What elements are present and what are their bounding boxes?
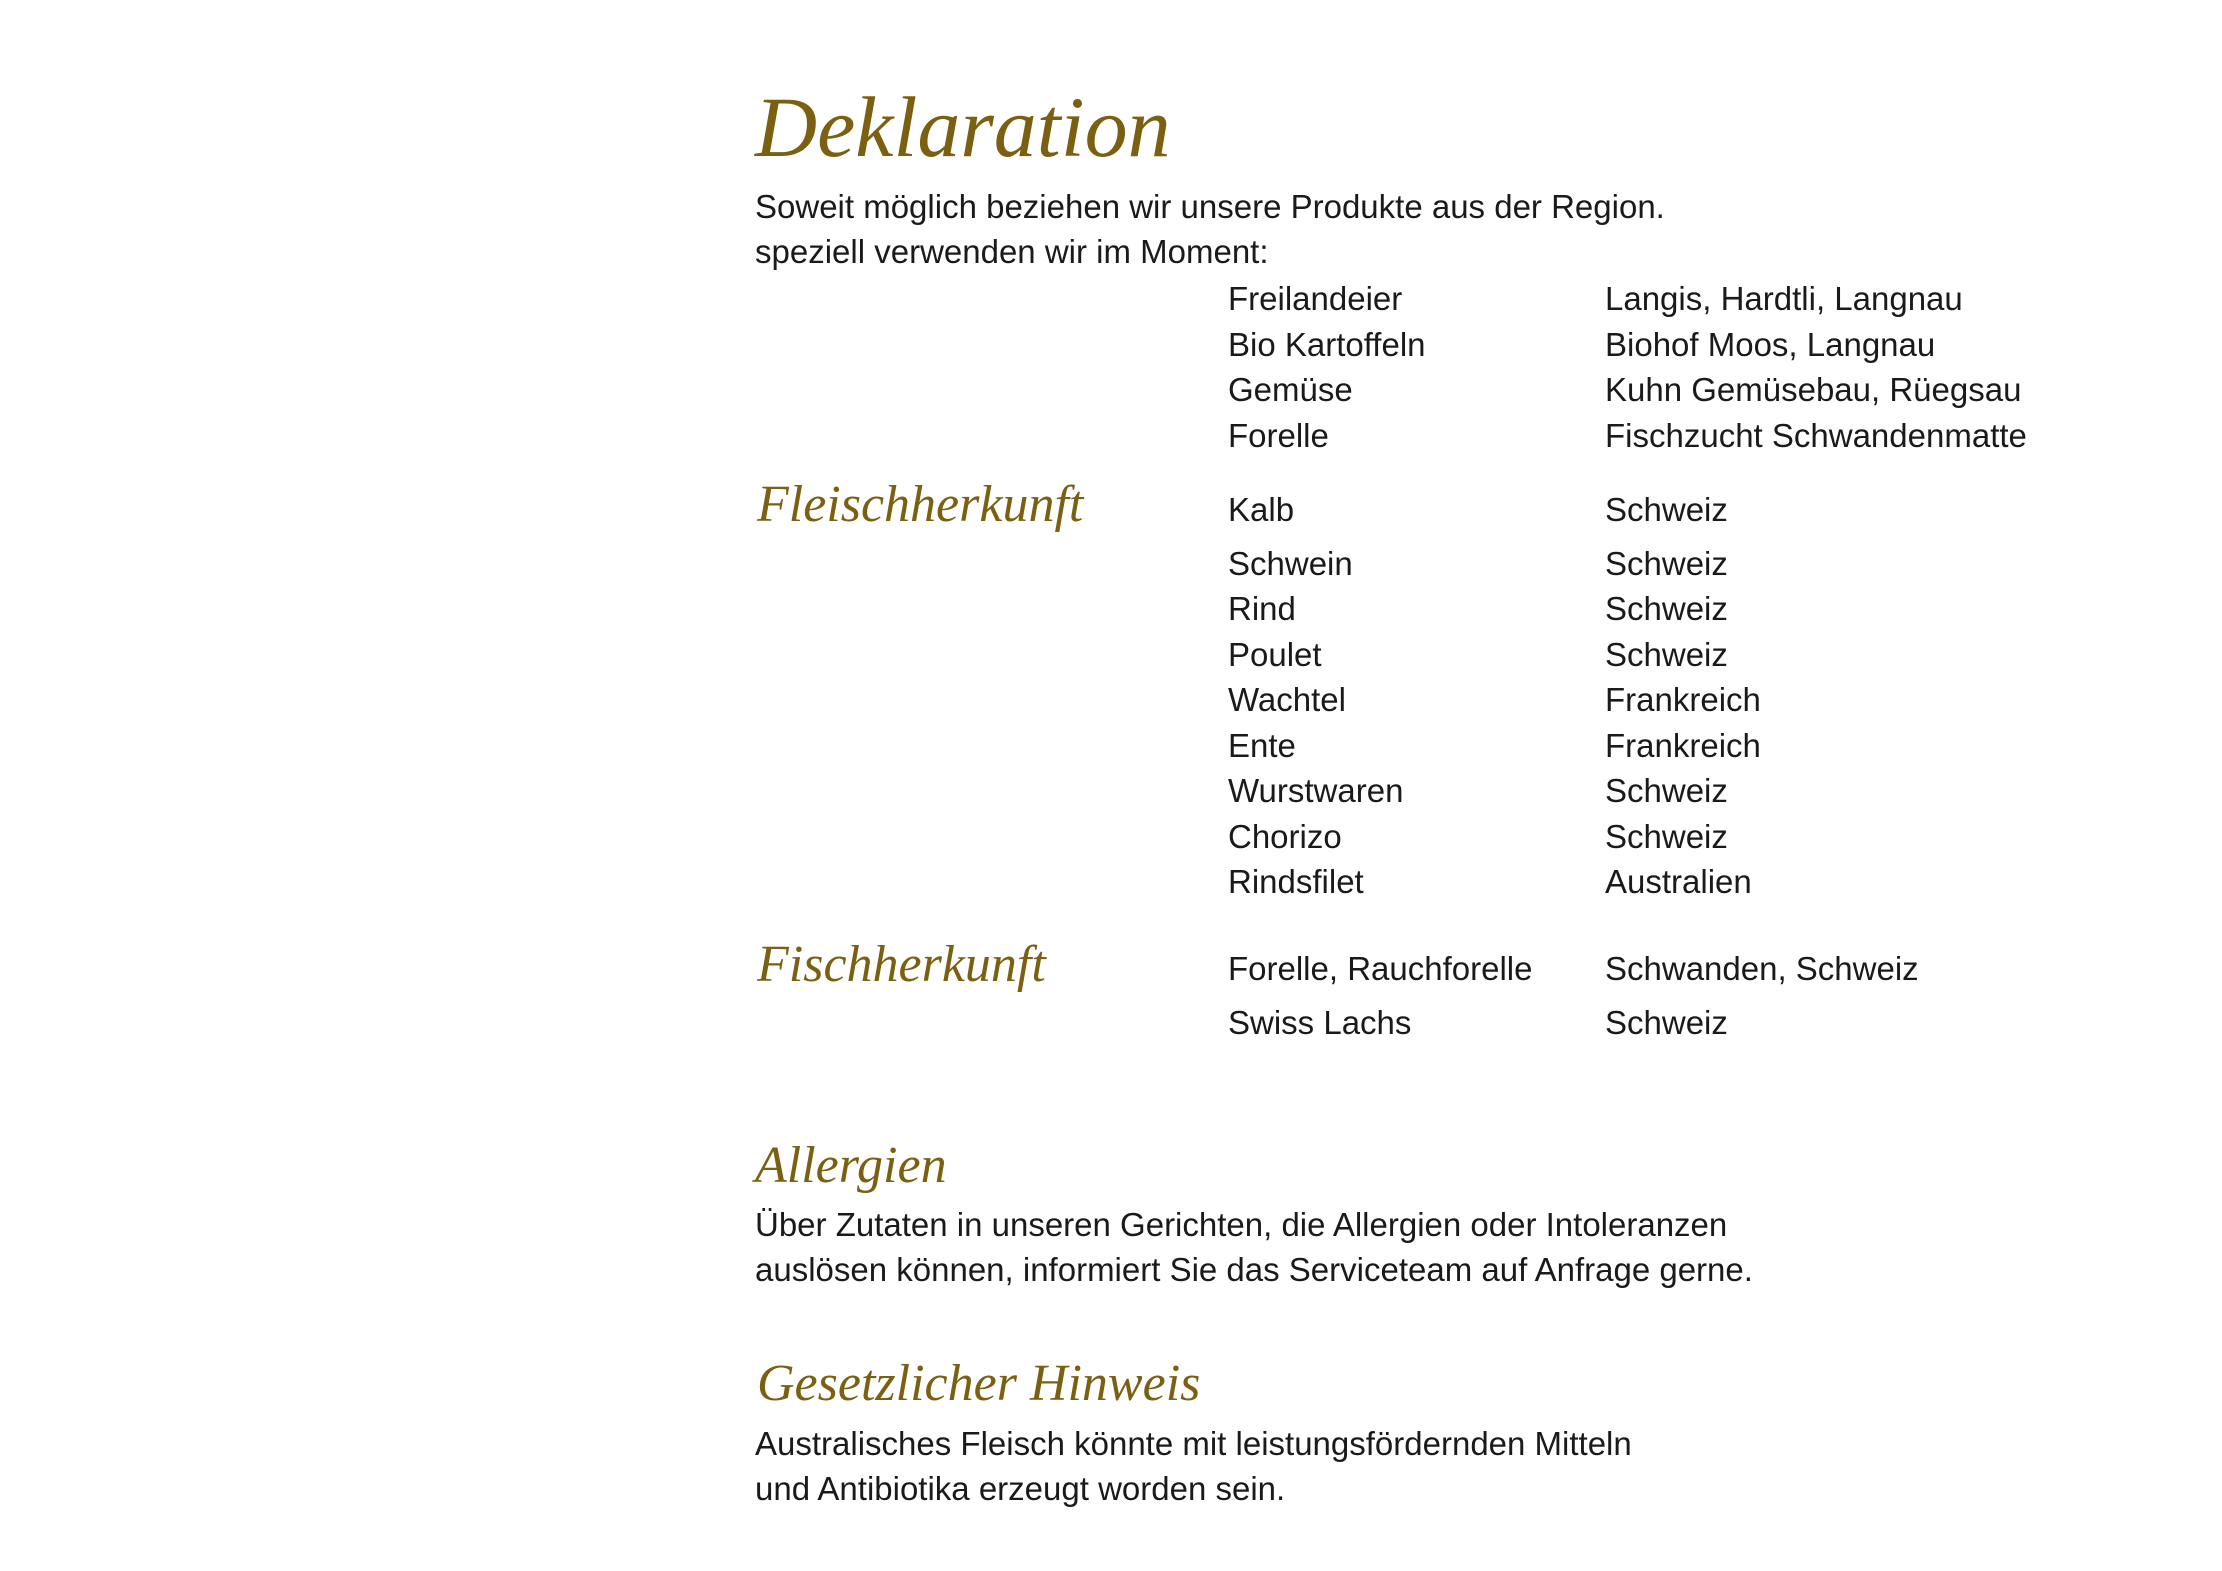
allergies-line: Über Zutaten in unseren Gerichten, die Allergien oder Intoleranzen <box>755 1206 1728 1243</box>
fish-origin: Schwanden, Schweiz <box>1605 950 1919 987</box>
allergies-line: auslösen können, informiert Sie das Serviceteam auf Anfrage gerne. <box>755 1251 1753 1288</box>
page-title: Deklaration <box>755 79 1171 175</box>
fish-origin-heading: Fischherkunft <box>757 936 1046 993</box>
meat-origin: Schweiz <box>1605 590 1728 627</box>
product-origin: Kuhn Gemüsebau, Rüegsau <box>1605 371 2022 408</box>
product-item: Bio Kartoffeln <box>1228 326 1426 363</box>
meat-item: Wurstwaren <box>1228 772 1404 809</box>
meat-item: Poulet <box>1228 636 1322 673</box>
meat-item: Kalb <box>1228 491 1295 528</box>
intro-line: speziell verwenden wir im Moment: <box>755 233 1269 270</box>
product-origin: Langis, Hardtli, Langnau <box>1605 280 1963 317</box>
product-origin: Biohof Moos, Langnau <box>1605 326 1936 363</box>
allergies-text <box>755 1202 1753 1292</box>
fish-item: Swiss Lachs <box>1228 1004 1412 1041</box>
allergies-heading: Allergien <box>755 1137 947 1194</box>
intro-text <box>755 184 1665 274</box>
meat-item: Chorizo <box>1228 818 1342 855</box>
meat-origin-heading: Fleischherkunft <box>757 476 1084 533</box>
meat-origin: Schweiz <box>1605 772 1728 809</box>
legal-line: und Antibiotika erzeugt worden sein. <box>755 1470 1286 1507</box>
fish-item: Forelle, Rauchforelle <box>1228 950 1533 987</box>
meat-item: Rind <box>1228 590 1296 627</box>
legal-line: Australisches Fleisch könnte mit leistungsfördernden Mitteln <box>755 1425 1632 1462</box>
legal-notice-heading: Gesetzlicher Hinweis <box>757 1355 1201 1412</box>
meat-origin: Schweiz <box>1605 545 1728 582</box>
meat-origin: Schweiz <box>1605 636 1728 673</box>
meat-item: Rindsfilet <box>1228 863 1364 900</box>
meat-item: Schwein <box>1228 545 1353 582</box>
intro-line: Soweit möglich beziehen wir unsere Produkte aus der Region. <box>755 188 1665 225</box>
product-item: Forelle <box>1228 417 1329 454</box>
meat-item: Ente <box>1228 727 1296 764</box>
fish-origin: Schweiz <box>1605 1004 1728 1041</box>
product-item: Gemüse <box>1228 371 1353 408</box>
meat-origin: Schweiz <box>1605 491 1728 528</box>
product-item: Freilandeier <box>1228 280 1403 317</box>
meat-origin: Frankreich <box>1605 681 1761 718</box>
meat-origin: Frankreich <box>1605 727 1761 764</box>
meat-origin: Schweiz <box>1605 818 1728 855</box>
meat-item: Wachtel <box>1228 681 1346 718</box>
meat-origin: Australien <box>1605 863 1752 900</box>
legal-notice-text <box>755 1421 1632 1511</box>
product-origin: Fischzucht Schwandenmatte <box>1605 417 2027 454</box>
